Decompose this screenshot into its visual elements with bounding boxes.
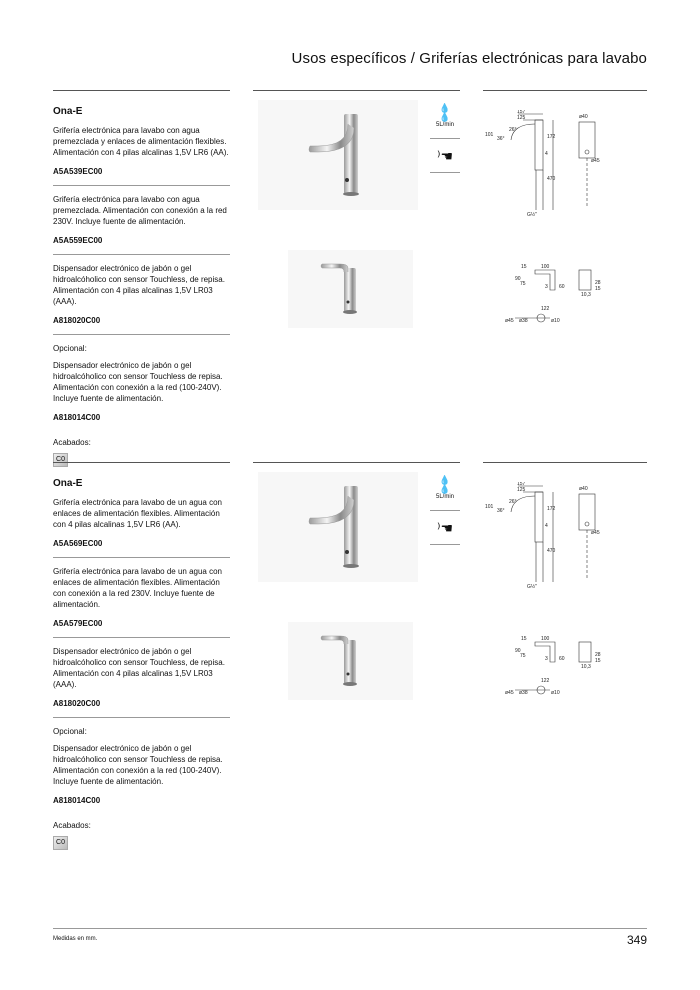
finishes-label: Acabados: <box>53 438 91 447</box>
dim-label: ø45 <box>505 690 514 696</box>
product-item <box>53 125 230 177</box>
faucet-photo <box>258 472 418 582</box>
finishes-label: Acabados: <box>53 821 91 830</box>
dim-label: 4 <box>545 523 548 529</box>
item-divider <box>53 334 230 335</box>
product-blocks <box>53 125 230 467</box>
item-description: Grifería electrónica para lavabo de un agua con enlaces de alimentación flexibles. Alimentación con conexión a la red 230V. Incluye fuente de alimentación. <box>53 567 222 609</box>
dim-label: ø45 <box>505 318 514 324</box>
dim-label: ø10 <box>551 690 560 696</box>
product-name: Ona-E <box>53 106 83 117</box>
item-reference-code: A818020C00 <box>53 316 101 325</box>
touchless-sensor-icon: ⁾☚ <box>437 520 453 536</box>
flow-rate-badge <box>430 104 460 128</box>
item-description: Dispensador electrónico de jabón o gel hidroalcóholico con sensor Touchless, de repisa. Alimentación con 4 pilas alcalinas 1,5V LR03 (AAA). <box>53 647 225 689</box>
optional-label: Opcional: <box>53 727 87 736</box>
dim-label: 15 <box>595 658 601 664</box>
dim-label: ø38 <box>519 318 528 324</box>
product-item <box>53 557 230 629</box>
item-reference-code: A5A569EC00 <box>53 539 103 548</box>
faucet-illustration <box>258 100 418 210</box>
section-rule-middle <box>253 90 460 91</box>
dim-label: 157 <box>517 482 526 487</box>
product-item <box>53 497 230 549</box>
section-rule-right <box>483 90 647 91</box>
item-description: Grifería electrónica para lavabo con agua premezclada y enlaces de alimentación flexibles. Alimentación con 4 pilas alcalinas 1,5V LR6 (AA). <box>53 126 229 157</box>
dispenser-illustration <box>288 622 413 700</box>
item-reference-code: A5A559EC00 <box>53 236 103 245</box>
item-description: Dispensador electrónico de jabón o gel hidroalcóholico con sensor Touchless de repisa. Alimentación con conexión a la red (100-240V). Incluye fuente de alimentación. <box>53 744 223 786</box>
page-title: Usos específicos / Griferías electrónicas para lavabo <box>291 50 647 67</box>
dim-label: 60 <box>559 656 565 662</box>
item-divider <box>53 185 230 186</box>
item-description: Dispensador electrónico de jabón o gel hidroalcóholico con sensor Touchless de repisa. Alimentación con conexión a la red (100-240V). Incluye fuente de alimentación. <box>53 361 223 403</box>
product-item <box>53 334 230 423</box>
product-blocks <box>53 497 230 850</box>
dim-label: 60 <box>559 284 565 290</box>
optional-label: Opcional: <box>53 344 87 353</box>
dim-label: 10,3 <box>581 664 591 670</box>
product-section <box>0 462 700 846</box>
product-item <box>53 254 230 326</box>
dim-label: G½" <box>527 212 537 218</box>
product-item <box>53 717 230 806</box>
item-reference-code: A5A539EC00 <box>53 167 103 176</box>
dim-label: 101 <box>485 504 494 510</box>
section-rule-middle <box>253 462 460 463</box>
dim-label: 28 <box>595 652 601 658</box>
flow-rate-badge <box>430 476 460 500</box>
dim-label: 125 <box>517 487 526 493</box>
dim-label: 26° <box>509 127 517 133</box>
dim-label: ø40 <box>579 114 588 120</box>
dim-label: 122 <box>541 306 550 312</box>
dim-label: 100 <box>541 264 550 270</box>
icon-divider <box>430 510 460 511</box>
icon-divider <box>430 138 460 139</box>
dim-label: 4 <box>545 151 548 157</box>
dim-label: 15 <box>521 264 527 270</box>
footer-note: Medidas en mm. <box>53 936 98 942</box>
icon-divider <box>430 544 460 545</box>
dim-label: 3 <box>545 656 548 662</box>
dim-label: 75 <box>520 281 526 287</box>
finish-swatch-chrome: C0 <box>53 453 68 467</box>
dim-label: 15 <box>521 636 527 642</box>
item-reference-code: A5A579EC00 <box>53 619 103 628</box>
dispenser-technical-drawing <box>505 260 615 340</box>
faucet-technical-drawing <box>483 482 647 592</box>
product-section <box>0 90 700 470</box>
dim-label: 470 <box>547 176 556 182</box>
dim-label: ø45 <box>591 158 600 164</box>
dim-label: 75 <box>520 653 526 659</box>
dispenser-technical-drawing <box>505 632 615 712</box>
dim-label: ø10 <box>551 318 560 324</box>
item-reference-code: A818014C00 <box>53 413 101 422</box>
item-description: Grifería electrónica para lavabo de un agua con enlaces de alimentación flexibles. Alimentación con 4 pilas alcalinas 1,5V LR6 (AA). <box>53 498 222 529</box>
dim-label: 36° <box>497 136 505 142</box>
water-drop-icon: 💧 <box>439 112 451 122</box>
dim-label: 157 <box>517 110 526 115</box>
item-divider <box>53 557 230 558</box>
dim-label: 10,3 <box>581 292 591 298</box>
product-item <box>53 637 230 709</box>
item-divider <box>53 637 230 638</box>
dim-label: 101 <box>485 132 494 138</box>
dim-label: 28 <box>595 280 601 286</box>
product-info-column <box>53 462 230 850</box>
flow-rate-label: 5L/min <box>435 494 454 500</box>
item-description: Grifería electrónica para lavabo con agua premezclada. Alimentación con conexión a la red 230V. Incluye fuente de alimentación. <box>53 195 227 226</box>
dim-label: 100 <box>541 636 550 642</box>
item-reference-code: A818014C00 <box>53 796 101 805</box>
icon-divider <box>430 172 460 173</box>
dim-label: 470 <box>547 548 556 554</box>
faucet-illustration <box>258 472 418 582</box>
product-info-column <box>53 90 230 467</box>
water-drop-icon: 💧 <box>439 475 451 485</box>
dim-label: 26° <box>509 499 517 505</box>
faucet-photo <box>258 100 418 210</box>
item-divider <box>53 717 230 718</box>
finish-swatch-chrome: C0 <box>53 836 68 850</box>
dim-label: 3 <box>545 284 548 290</box>
dim-label: 15 <box>595 286 601 292</box>
dim-label: ø45 <box>591 530 600 536</box>
item-divider <box>53 254 230 255</box>
faucet-technical-drawing <box>483 110 647 220</box>
dim-label: 36° <box>497 508 505 514</box>
dim-label: 172 <box>547 134 556 140</box>
dispenser-photo <box>288 250 413 328</box>
dim-label: G½" <box>527 584 537 590</box>
item-reference-code: A818020C00 <box>53 699 101 708</box>
dispenser-illustration <box>288 250 413 328</box>
dim-label: 90 <box>515 648 521 654</box>
dim-label: 172 <box>547 506 556 512</box>
item-description: Dispensador electrónico de jabón o gel hidroalcóholico con sensor Touchless, de repisa. Alimentación con 4 pilas alcalinas 1,5V LR03 (AAA). <box>53 264 225 306</box>
water-drop-icon: 💧 <box>439 103 451 113</box>
section-rule-right <box>483 462 647 463</box>
dim-label: ø40 <box>579 486 588 492</box>
water-drop-icon: 💧 <box>439 484 451 494</box>
dim-label: 122 <box>541 678 550 684</box>
dispenser-photo <box>288 622 413 700</box>
dim-label: 125 <box>517 115 526 121</box>
product-name: Ona-E <box>53 478 83 489</box>
flow-rate-label: 5L/min <box>435 122 454 128</box>
page-number: 349 <box>626 933 647 947</box>
product-item <box>53 185 230 246</box>
touchless-sensor-icon: ⁾☚ <box>437 148 453 164</box>
footer-rule <box>53 928 647 929</box>
dim-label: 90 <box>515 276 521 282</box>
dim-label: ø38 <box>519 690 528 696</box>
